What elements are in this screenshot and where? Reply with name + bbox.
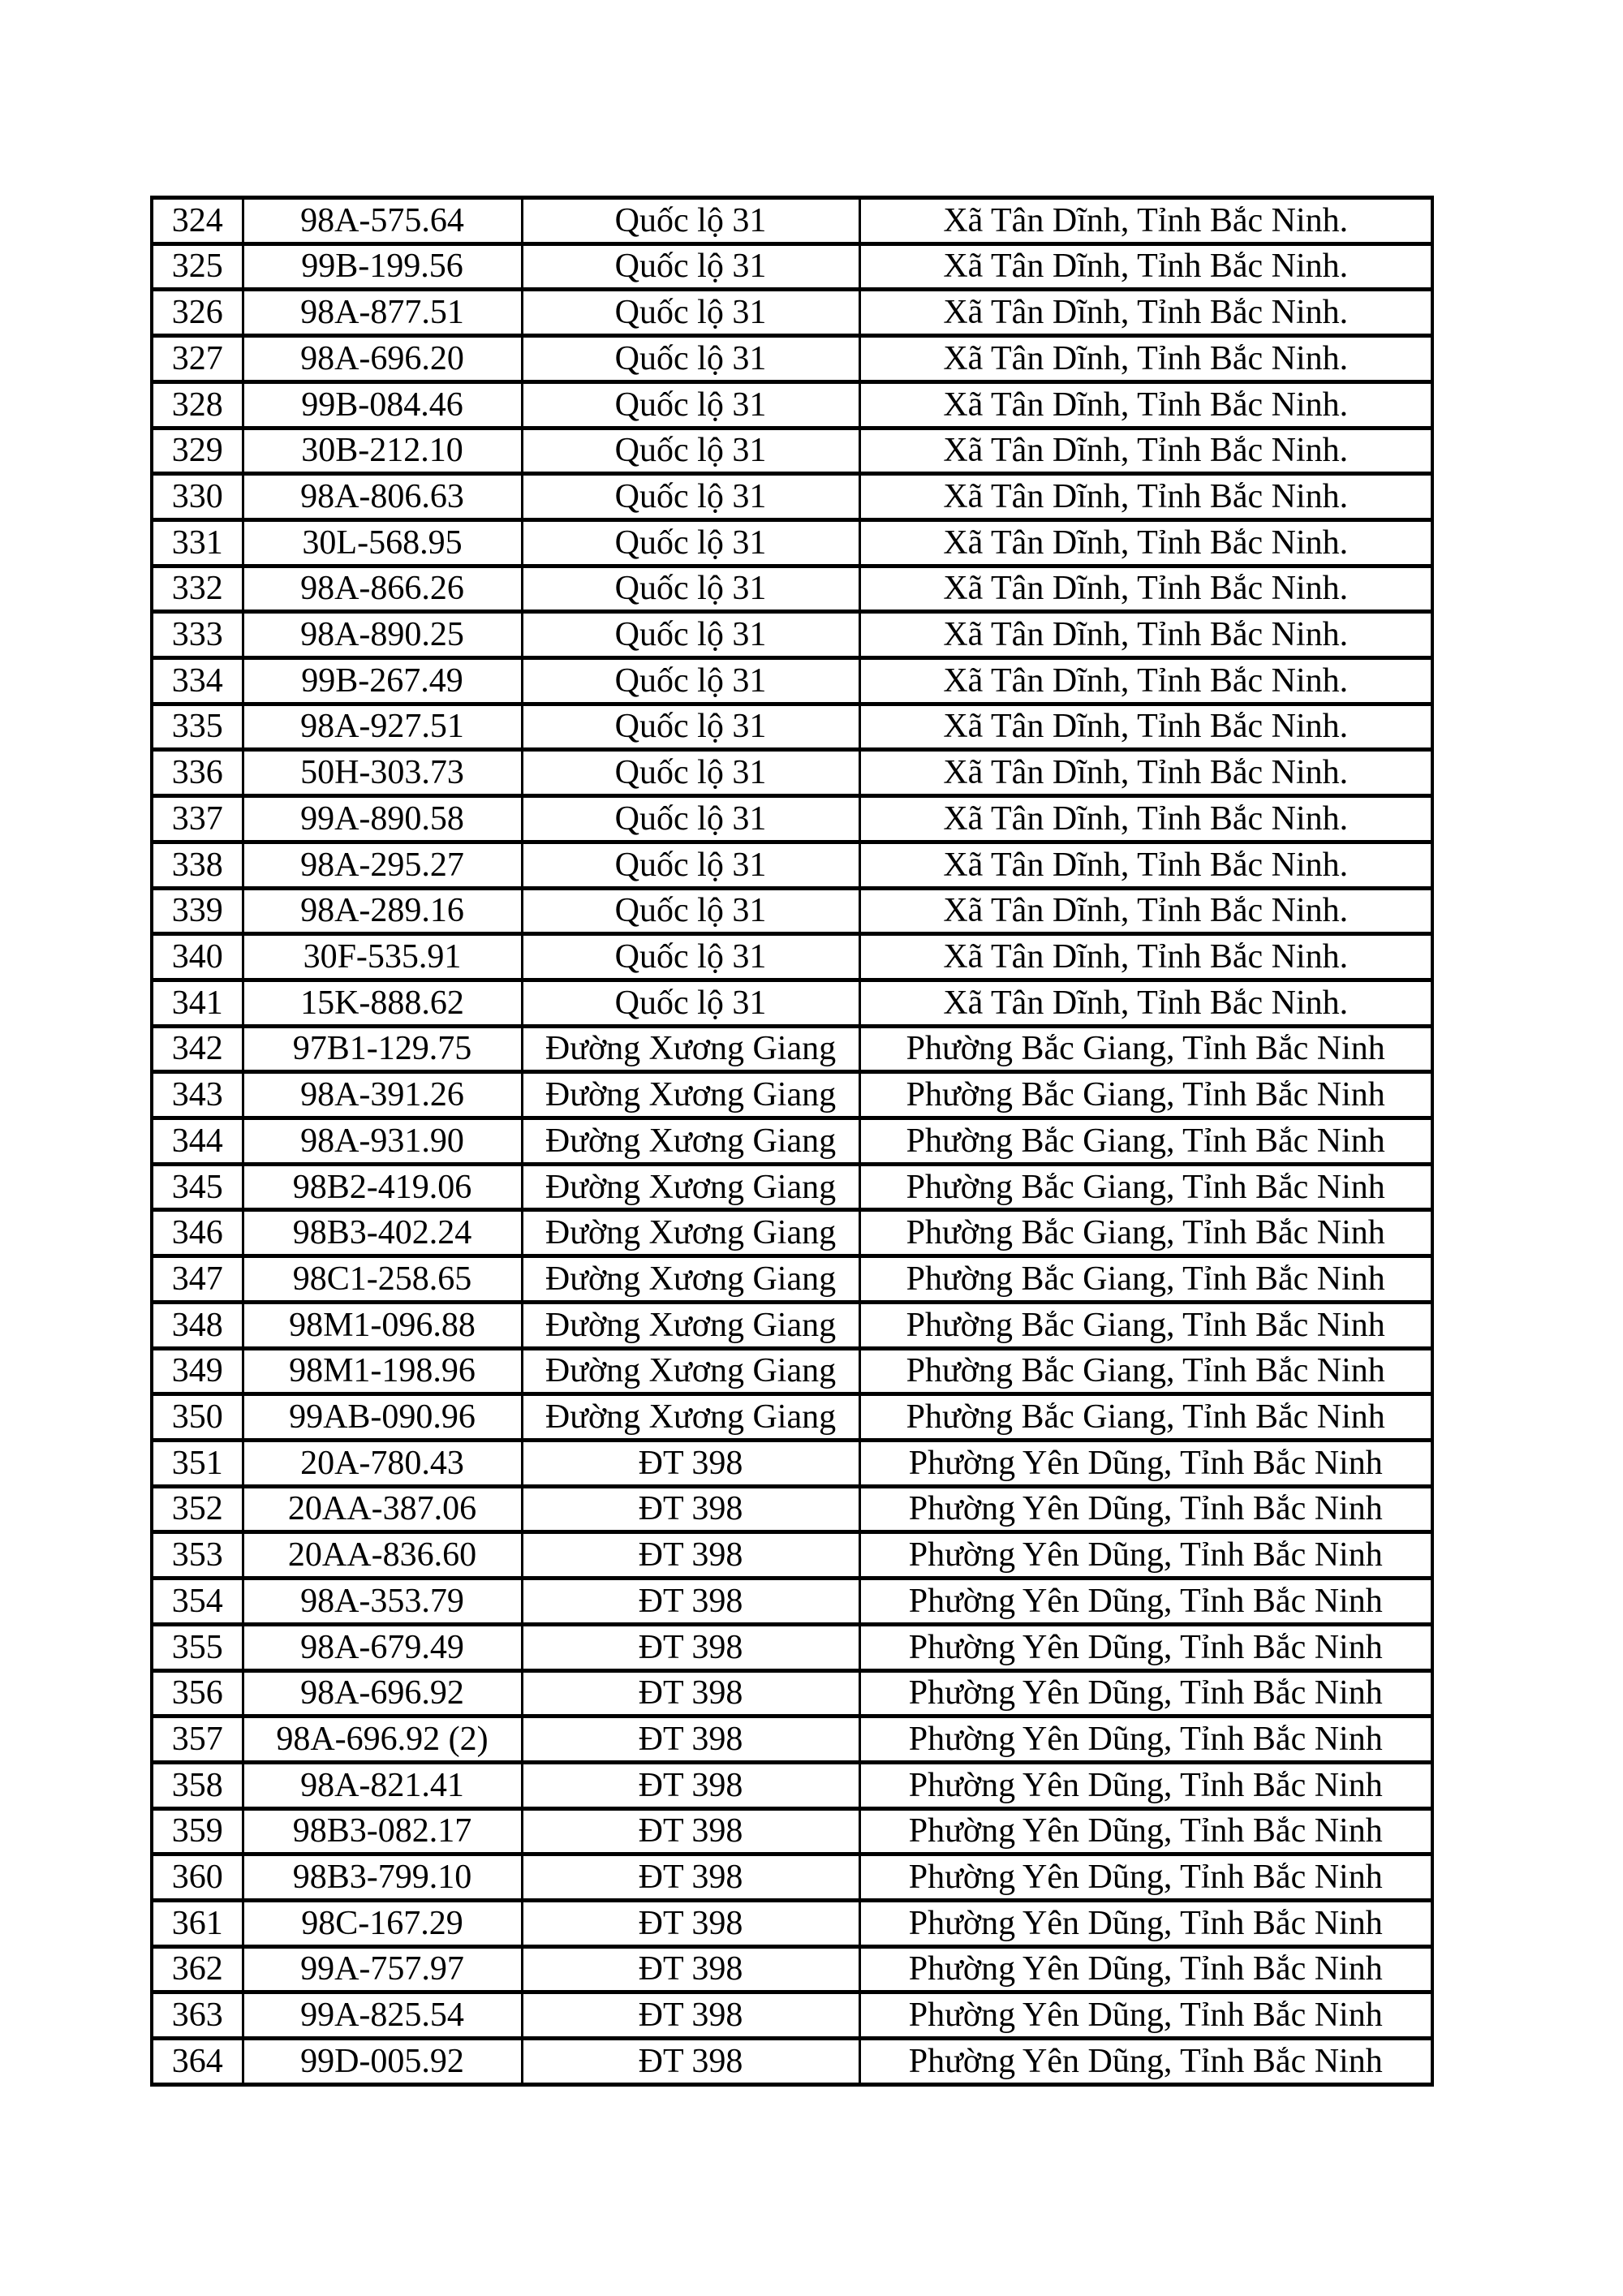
- cell-location: Phường Yên Dũng, Tỉnh Bắc Ninh: [859, 1486, 1432, 1532]
- cell-row-number: 329: [152, 428, 243, 474]
- cell-row-number: 346: [152, 1210, 243, 1256]
- cell-row-number: 325: [152, 243, 243, 290]
- cell-street-name: ĐT 398: [522, 1579, 859, 1625]
- table-row: [152, 243, 1432, 290]
- table-row: [152, 796, 1432, 842]
- cell-street-name: Quốc lộ 31: [522, 381, 859, 428]
- cell-street-name: Quốc lộ 31: [522, 198, 859, 244]
- cell-license-plate: 98C1-258.65: [243, 1256, 522, 1303]
- cell-row-number: 335: [152, 704, 243, 750]
- cell-location: Xã Tân Dĩnh, Tỉnh Bắc Ninh.: [859, 198, 1432, 244]
- table-row: [152, 2039, 1432, 2085]
- cell-license-plate: 15K-888.62: [243, 980, 522, 1026]
- cell-street-name: ĐT 398: [522, 1440, 859, 1486]
- cell-location: Phường Bắc Giang, Tỉnh Bắc Ninh: [859, 1026, 1432, 1072]
- cell-location: Xã Tân Dĩnh, Tỉnh Bắc Ninh.: [859, 381, 1432, 428]
- cell-license-plate: 98B2-419.06: [243, 1164, 522, 1210]
- cell-row-number: 332: [152, 566, 243, 612]
- cell-location: Phường Yên Dũng, Tỉnh Bắc Ninh: [859, 1670, 1432, 1717]
- cell-street-name: ĐT 398: [522, 1992, 859, 2039]
- cell-street-name: ĐT 398: [522, 1532, 859, 1579]
- cell-license-plate: 99A-890.58: [243, 796, 522, 842]
- cell-row-number: 351: [152, 1440, 243, 1486]
- cell-row-number: 360: [152, 1854, 243, 1901]
- cell-row-number: 359: [152, 1808, 243, 1854]
- cell-street-name: Quốc lộ 31: [522, 243, 859, 290]
- cell-row-number: 364: [152, 2039, 243, 2085]
- cell-license-plate: 30F-535.91: [243, 934, 522, 980]
- cell-street-name: Quốc lộ 31: [522, 566, 859, 612]
- table-row: [152, 980, 1432, 1026]
- table-row: [152, 1624, 1432, 1670]
- cell-street-name: ĐT 398: [522, 1946, 859, 1992]
- cell-license-plate: 20AA-836.60: [243, 1532, 522, 1579]
- table-row: [152, 1717, 1432, 1763]
- cell-row-number: 345: [152, 1164, 243, 1210]
- cell-license-plate: 98B3-082.17: [243, 1808, 522, 1854]
- table-row: [152, 1854, 1432, 1901]
- cell-license-plate: 99D-005.92: [243, 2039, 522, 2085]
- table-row: [152, 566, 1432, 612]
- cell-street-name: Quốc lộ 31: [522, 290, 859, 336]
- cell-license-plate: 98A-289.16: [243, 888, 522, 934]
- cell-license-plate: 98A-821.41: [243, 1762, 522, 1808]
- cell-location: Phường Yên Dũng, Tỉnh Bắc Ninh: [859, 1579, 1432, 1625]
- cell-license-plate: 98C-167.29: [243, 1901, 522, 1947]
- table-row: [152, 1394, 1432, 1441]
- cell-row-number: 337: [152, 796, 243, 842]
- cell-license-plate: 98A-679.49: [243, 1624, 522, 1670]
- cell-location: Phường Yên Dũng, Tỉnh Bắc Ninh: [859, 1762, 1432, 1808]
- cell-row-number: 357: [152, 1717, 243, 1763]
- cell-street-name: Đường Xương Giang: [522, 1394, 859, 1441]
- table-row: [152, 1670, 1432, 1717]
- cell-location: Phường Yên Dũng, Tỉnh Bắc Ninh: [859, 1440, 1432, 1486]
- cell-license-plate: 30B-212.10: [243, 428, 522, 474]
- cell-license-plate: 98M1-198.96: [243, 1348, 522, 1394]
- cell-license-plate: 98A-890.25: [243, 612, 522, 658]
- cell-license-plate: 99A-757.97: [243, 1946, 522, 1992]
- cell-street-name: Đường Xương Giang: [522, 1164, 859, 1210]
- cell-license-plate: 98B3-799.10: [243, 1854, 522, 1901]
- cell-row-number: 358: [152, 1762, 243, 1808]
- cell-location: Xã Tân Dĩnh, Tỉnh Bắc Ninh.: [859, 658, 1432, 704]
- cell-street-name: ĐT 398: [522, 2039, 859, 2085]
- cell-street-name: Đường Xương Giang: [522, 1210, 859, 1256]
- table-row: [152, 1992, 1432, 2039]
- cell-location: Phường Bắc Giang, Tỉnh Bắc Ninh: [859, 1118, 1432, 1165]
- cell-location: Xã Tân Dĩnh, Tỉnh Bắc Ninh.: [859, 888, 1432, 934]
- table-row: [152, 842, 1432, 888]
- cell-location: Xã Tân Dĩnh, Tỉnh Bắc Ninh.: [859, 750, 1432, 796]
- cell-location: Phường Bắc Giang, Tỉnh Bắc Ninh: [859, 1302, 1432, 1348]
- cell-license-plate: 20AA-387.06: [243, 1486, 522, 1532]
- cell-street-name: Quốc lộ 31: [522, 888, 859, 934]
- cell-street-name: Đường Xương Giang: [522, 1118, 859, 1165]
- table-row: [152, 1762, 1432, 1808]
- cell-license-plate: 98A-696.92: [243, 1670, 522, 1717]
- cell-location: Phường Yên Dũng, Tỉnh Bắc Ninh: [859, 1717, 1432, 1763]
- cell-row-number: 362: [152, 1946, 243, 1992]
- cell-row-number: 341: [152, 980, 243, 1026]
- cell-location: Phường Yên Dũng, Tỉnh Bắc Ninh: [859, 1624, 1432, 1670]
- table-row: [152, 1901, 1432, 1947]
- cell-location: Phường Bắc Giang, Tỉnh Bắc Ninh: [859, 1256, 1432, 1303]
- table-row: [152, 658, 1432, 704]
- cell-location: Phường Yên Dũng, Tỉnh Bắc Ninh: [859, 1992, 1432, 2039]
- cell-location: Phường Bắc Giang, Tỉnh Bắc Ninh: [859, 1210, 1432, 1256]
- table-row: [152, 1118, 1432, 1165]
- cell-street-name: Quốc lộ 31: [522, 704, 859, 750]
- cell-license-plate: 98A-927.51: [243, 704, 522, 750]
- cell-license-plate: 98A-353.79: [243, 1579, 522, 1625]
- cell-street-name: ĐT 398: [522, 1762, 859, 1808]
- cell-street-name: Quốc lộ 31: [522, 428, 859, 474]
- cell-location: Xã Tân Dĩnh, Tỉnh Bắc Ninh.: [859, 474, 1432, 520]
- cell-license-plate: 98A-877.51: [243, 290, 522, 336]
- cell-street-name: Đường Xương Giang: [522, 1026, 859, 1072]
- cell-street-name: Đường Xương Giang: [522, 1348, 859, 1394]
- cell-street-name: Quốc lộ 31: [522, 796, 859, 842]
- cell-location: Phường Yên Dũng, Tỉnh Bắc Ninh: [859, 2039, 1432, 2085]
- cell-street-name: Đường Xương Giang: [522, 1256, 859, 1303]
- cell-location: Phường Yên Dũng, Tỉnh Bắc Ninh: [859, 1946, 1432, 1992]
- cell-row-number: 336: [152, 750, 243, 796]
- cell-location: Xã Tân Dĩnh, Tỉnh Bắc Ninh.: [859, 519, 1432, 566]
- cell-location: Xã Tân Dĩnh, Tỉnh Bắc Ninh.: [859, 566, 1432, 612]
- table-row: [152, 704, 1432, 750]
- cell-license-plate: 98A-696.92 (2): [243, 1717, 522, 1763]
- cell-location: Phường Yên Dũng, Tỉnh Bắc Ninh: [859, 1901, 1432, 1947]
- cell-row-number: 355: [152, 1624, 243, 1670]
- cell-location: Xã Tân Dĩnh, Tỉnh Bắc Ninh.: [859, 934, 1432, 980]
- cell-row-number: 333: [152, 612, 243, 658]
- table-row: [152, 934, 1432, 980]
- table-row: [152, 1072, 1432, 1118]
- cell-row-number: 354: [152, 1579, 243, 1625]
- cell-street-name: ĐT 398: [522, 1624, 859, 1670]
- cell-license-plate: 30L-568.95: [243, 519, 522, 566]
- cell-row-number: 347: [152, 1256, 243, 1303]
- table-row: [152, 1440, 1432, 1486]
- cell-row-number: 344: [152, 1118, 243, 1165]
- cell-row-number: 331: [152, 519, 243, 566]
- cell-row-number: 350: [152, 1394, 243, 1441]
- table-row: [152, 888, 1432, 934]
- cell-license-plate: 98A-696.20: [243, 336, 522, 382]
- vehicle-table-body: [152, 198, 1432, 2085]
- cell-license-plate: 98A-391.26: [243, 1072, 522, 1118]
- cell-street-name: Quốc lộ 31: [522, 980, 859, 1026]
- cell-license-plate: 99B-084.46: [243, 381, 522, 428]
- cell-street-name: Quốc lộ 31: [522, 658, 859, 704]
- cell-row-number: 328: [152, 381, 243, 428]
- table-row: [152, 1532, 1432, 1579]
- cell-street-name: Quốc lộ 31: [522, 750, 859, 796]
- cell-location: Phường Yên Dũng, Tỉnh Bắc Ninh: [859, 1854, 1432, 1901]
- cell-location: Xã Tân Dĩnh, Tỉnh Bắc Ninh.: [859, 243, 1432, 290]
- cell-location: Phường Bắc Giang, Tỉnh Bắc Ninh: [859, 1072, 1432, 1118]
- cell-row-number: 338: [152, 842, 243, 888]
- vehicle-table: [150, 196, 1434, 2087]
- cell-row-number: 340: [152, 934, 243, 980]
- cell-row-number: 327: [152, 336, 243, 382]
- table-row: [152, 1486, 1432, 1532]
- cell-row-number: 356: [152, 1670, 243, 1717]
- cell-location: Xã Tân Dĩnh, Tỉnh Bắc Ninh.: [859, 612, 1432, 658]
- cell-license-plate: 98A-575.64: [243, 198, 522, 244]
- table-row: [152, 1256, 1432, 1303]
- cell-license-plate: 99B-267.49: [243, 658, 522, 704]
- cell-street-name: Quốc lộ 31: [522, 612, 859, 658]
- cell-license-plate: 98A-931.90: [243, 1118, 522, 1165]
- cell-license-plate: 97B1-129.75: [243, 1026, 522, 1072]
- cell-street-name: Quốc lộ 31: [522, 474, 859, 520]
- cell-location: Phường Bắc Giang, Tỉnh Bắc Ninh: [859, 1348, 1432, 1394]
- cell-location: Xã Tân Dĩnh, Tỉnh Bắc Ninh.: [859, 428, 1432, 474]
- cell-license-plate: 99A-825.54: [243, 1992, 522, 2039]
- table-row: [152, 1302, 1432, 1348]
- cell-location: Xã Tân Dĩnh, Tỉnh Bắc Ninh.: [859, 980, 1432, 1026]
- cell-row-number: 326: [152, 290, 243, 336]
- table-row: [152, 1808, 1432, 1854]
- cell-location: Xã Tân Dĩnh, Tỉnh Bắc Ninh.: [859, 336, 1432, 382]
- cell-license-plate: 98A-295.27: [243, 842, 522, 888]
- cell-location: Phường Bắc Giang, Tỉnh Bắc Ninh: [859, 1394, 1432, 1441]
- cell-row-number: 361: [152, 1901, 243, 1947]
- cell-street-name: ĐT 398: [522, 1854, 859, 1901]
- cell-street-name: Đường Xương Giang: [522, 1302, 859, 1348]
- cell-location: Phường Yên Dũng, Tỉnh Bắc Ninh: [859, 1532, 1432, 1579]
- cell-location: Xã Tân Dĩnh, Tỉnh Bắc Ninh.: [859, 704, 1432, 750]
- cell-license-plate: 98A-866.26: [243, 566, 522, 612]
- cell-row-number: 339: [152, 888, 243, 934]
- cell-row-number: 352: [152, 1486, 243, 1532]
- cell-license-plate: 98M1-096.88: [243, 1302, 522, 1348]
- table-row: [152, 519, 1432, 566]
- cell-street-name: ĐT 398: [522, 1901, 859, 1947]
- cell-license-plate: 98A-806.63: [243, 474, 522, 520]
- table-row: [152, 1164, 1432, 1210]
- cell-license-plate: 99AB-090.96: [243, 1394, 522, 1441]
- table-row: [152, 198, 1432, 244]
- cell-row-number: 342: [152, 1026, 243, 1072]
- cell-row-number: 363: [152, 1992, 243, 2039]
- cell-street-name: ĐT 398: [522, 1808, 859, 1854]
- cell-license-plate: 99B-199.56: [243, 243, 522, 290]
- cell-location: Phường Yên Dũng, Tỉnh Bắc Ninh: [859, 1808, 1432, 1854]
- cell-street-name: Quốc lộ 31: [522, 336, 859, 382]
- cell-location: Phường Bắc Giang, Tỉnh Bắc Ninh: [859, 1164, 1432, 1210]
- cell-location: Xã Tân Dĩnh, Tỉnh Bắc Ninh.: [859, 842, 1432, 888]
- cell-license-plate: 20A-780.43: [243, 1440, 522, 1486]
- cell-location: Xã Tân Dĩnh, Tỉnh Bắc Ninh.: [859, 290, 1432, 336]
- cell-street-name: Quốc lộ 31: [522, 842, 859, 888]
- cell-row-number: 353: [152, 1532, 243, 1579]
- cell-row-number: 349: [152, 1348, 243, 1394]
- cell-street-name: Quốc lộ 31: [522, 519, 859, 566]
- table-row: [152, 381, 1432, 428]
- table-row: [152, 290, 1432, 336]
- table-row: [152, 750, 1432, 796]
- cell-location: Xã Tân Dĩnh, Tỉnh Bắc Ninh.: [859, 796, 1432, 842]
- cell-street-name: Quốc lộ 31: [522, 934, 859, 980]
- table-row: [152, 428, 1432, 474]
- cell-street-name: ĐT 398: [522, 1670, 859, 1717]
- cell-street-name: Đường Xương Giang: [522, 1072, 859, 1118]
- table-row: [152, 1579, 1432, 1625]
- table-row: [152, 336, 1432, 382]
- cell-row-number: 330: [152, 474, 243, 520]
- cell-street-name: ĐT 398: [522, 1486, 859, 1532]
- cell-license-plate: 98B3-402.24: [243, 1210, 522, 1256]
- cell-row-number: 343: [152, 1072, 243, 1118]
- cell-row-number: 324: [152, 198, 243, 244]
- cell-row-number: 334: [152, 658, 243, 704]
- table-row: [152, 1348, 1432, 1394]
- table-row: [152, 474, 1432, 520]
- cell-street-name: ĐT 398: [522, 1717, 859, 1763]
- table-row: [152, 1210, 1432, 1256]
- table-row: [152, 1026, 1432, 1072]
- cell-license-plate: 50H-303.73: [243, 750, 522, 796]
- cell-row-number: 348: [152, 1302, 243, 1348]
- table-row: [152, 612, 1432, 658]
- table-row: [152, 1946, 1432, 1992]
